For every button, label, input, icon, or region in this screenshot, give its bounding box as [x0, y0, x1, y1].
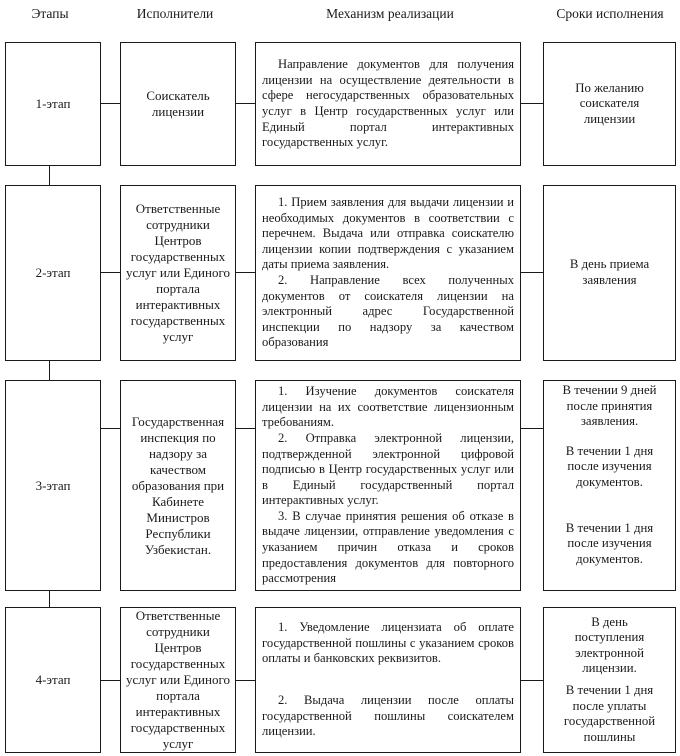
mechanism-box — [255, 42, 521, 166]
connector — [521, 428, 544, 429]
connector — [101, 272, 121, 273]
header-executors: Исполнители — [136, 6, 214, 21]
executor-box — [120, 42, 236, 166]
deadline-text: В день поступления электронной лицензии. — [574, 614, 645, 676]
stage-label: 3-этап — [35, 477, 71, 493]
deadline-text: В течении 9 дней после принятия заявления. — [562, 383, 657, 429]
executor-label: Ответственные сотрудники Центров государственных услуг или Единого портала интерактивных государственных услуг — [126, 201, 230, 344]
header-mechanism: Механизм реализации — [326, 6, 454, 21]
deadline-text: В течении 1 дня после уплаты государственной пошлины — [563, 683, 656, 744]
connector — [521, 272, 544, 273]
mechanism-box — [255, 607, 521, 753]
deadline-box — [543, 185, 676, 361]
mechanism-box — [255, 185, 521, 361]
connector — [101, 428, 121, 429]
stage-connector — [49, 590, 50, 607]
stage-box — [5, 42, 101, 166]
stage-box — [5, 607, 101, 753]
mechanism-step: 2. Отправка электронной лицензии, подтвержденной электронной цифровой подписью в Центр государственных услуг или в Единый государственный портал интерактивных услуг. — [262, 430, 514, 508]
deadline-text: По желанию соискателя лицензии — [575, 80, 644, 126]
executor-box — [120, 380, 236, 591]
stage-box — [5, 185, 101, 361]
connector — [521, 680, 544, 681]
deadline-text: В течении 1 дня после изучения документов. — [565, 520, 654, 566]
executor-box — [120, 185, 236, 361]
mechanism-step: Направление документов для получения лицензии на осуществление деятельности в сфере негосударственных образовательных услуг в Центр государственных услуг или Единый портал интерактивных государственных услуг. — [262, 57, 514, 150]
connector — [236, 680, 256, 681]
connector — [101, 103, 121, 104]
executor-label: Государственная инспекция по надзору за качеством образования при Кабинете Министров Республики Узбекистан. — [131, 413, 225, 557]
stage-label: 1-этап — [35, 96, 71, 111]
mechanism-step: 1. Изучение документов соискателя лицензии на их соответствие лицензионным требованиям. — [262, 384, 514, 430]
connector — [236, 103, 256, 104]
mechanism-box — [255, 380, 521, 591]
deadline-text: В течении 1 дня после изучения документов. — [565, 443, 654, 489]
mechanism-step: 3. В случае принятия решения об отказе в выдаче лицензии, отправление уведомления с указанием причин отказа и сроков предоставления документов для повторного рассмотрения — [262, 508, 514, 586]
mechanism-step: 1. Уведомление лицензиата об оплате государственной пошлины с указанием сроков оплаты и банковских реквизитов. — [262, 620, 514, 666]
deadline-box — [543, 42, 676, 166]
mechanism-step: 2. Направление всех полученных документов от соискателя лицензии на электронный адрес Государственной инспекции по надзору за качеством образования — [262, 273, 514, 350]
mechanism-step: 1. Прием заявления для выдачи лицензии и необходимых документов в соответствии с перечнем. Выдача или отправка соискателю лицензии копии подтверждения с указанием даты приема заявления. — [262, 195, 514, 272]
deadline-box — [543, 607, 676, 753]
executor-label: Ответственные сотрудники Центров государственных услуг или Единого портала интерактивных государственных услуг — [126, 608, 230, 751]
connector — [236, 428, 256, 429]
mechanism-step: 2. Выдача лицензии после оплаты государственной пошлины соискателем лицензии. — [262, 693, 514, 739]
deadline-text: В день приема заявления — [569, 257, 650, 287]
header-stages: Этапы — [31, 6, 69, 21]
header-deadlines: Сроки исполнения — [556, 6, 664, 21]
connector — [236, 272, 256, 273]
stage-connector — [49, 165, 50, 185]
stage-label: 4-этап — [35, 672, 71, 687]
deadline-box — [543, 380, 676, 591]
stage-box — [5, 380, 101, 591]
executor-label: Соискатель лицензии — [146, 88, 210, 119]
connector — [521, 103, 544, 104]
stage-label: 2-этап — [35, 265, 71, 280]
executor-box — [120, 607, 236, 753]
stage-connector — [49, 360, 50, 380]
connector — [101, 680, 121, 681]
